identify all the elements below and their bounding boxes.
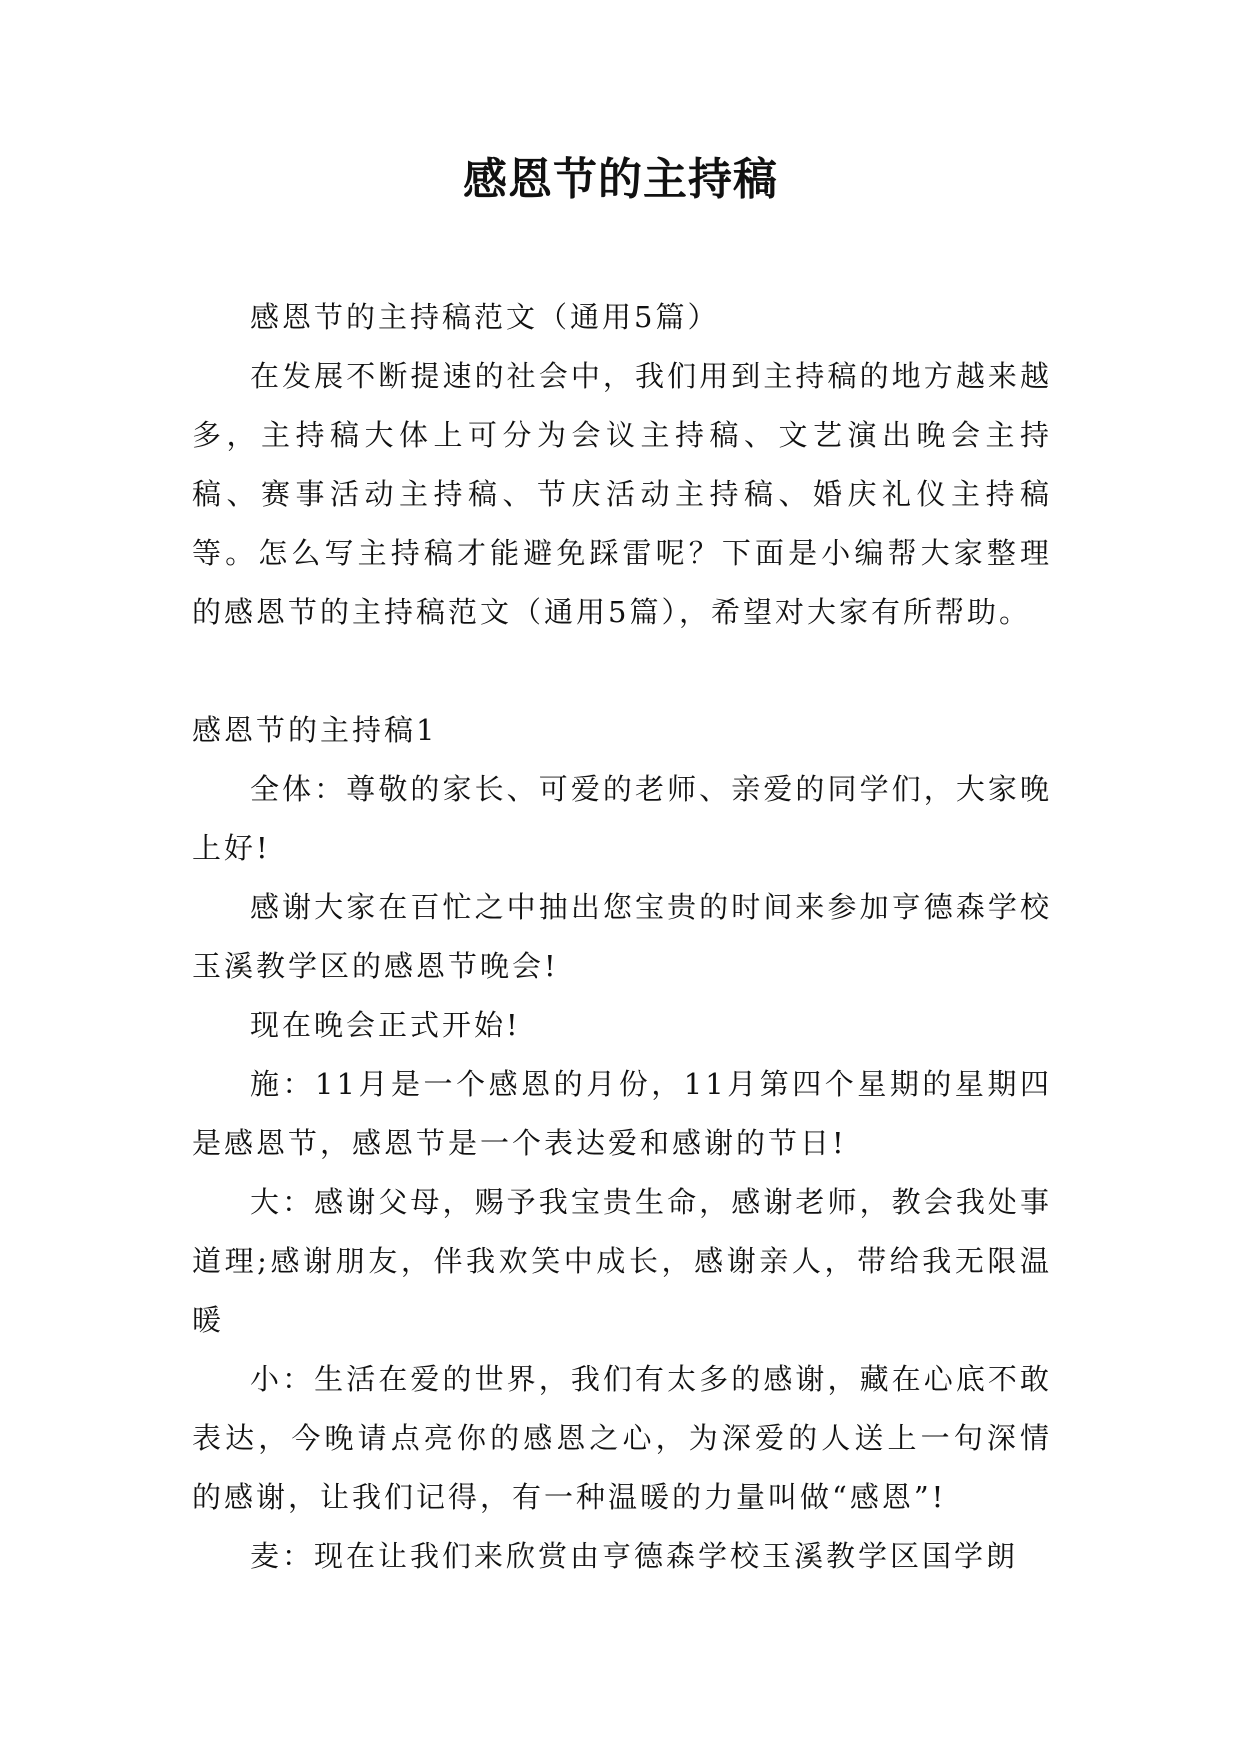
script-paragraph: 大：感谢父母，赐予我宝贵生命，感谢老师，教会我处事道理;感谢朋友，伴我欢笑中成长，感谢亲人，带给我无限温暖 — [192, 1185, 1052, 1337]
section-heading: 感恩节的主持稿1 — [192, 713, 438, 747]
intro-paragraph: 在发展不断提速的社会中，我们用到主持稿的地方越来越多，主持稿大体上可分为会议主持稿、文艺演出晚会主持稿、赛事活动主持稿、节庆活动主持稿、婚庆礼仪主持稿等。怎么写主持稿才能避免踩雷呢？下面是小编帮大家整理的感恩节的主持稿范文（通用5篇），希望对大家有所帮助。 — [192, 359, 1052, 629]
document-title: 感恩节的主持稿 — [463, 154, 778, 205]
paragraph-spacer — [192, 642, 1052, 701]
document-body — [192, 288, 1052, 1586]
script-paragraph: 全体：尊敬的家长、可爱的老师、亲爱的同学们，大家晚上好! — [192, 772, 1052, 865]
script-paragraph: 小：生活在爱的世界，我们有太多的感谢，藏在心底不敢表达，今晚请点亮你的感恩之心，为深爱的人送上一句深情的感谢，让我们记得，有一种温暖的力量叫做“感恩”! — [192, 1362, 1052, 1514]
script-paragraph: 麦：现在让我们来欣赏由亨德森学校玉溪教学区国学朗 — [250, 1539, 1019, 1573]
script-paragraph: 施：11月是一个感恩的月份，11月第四个星期的星期四是感恩节，感恩节是一个表达爱和感谢的节日! — [192, 1067, 1052, 1160]
script-paragraph: 感谢大家在百忙之中抽出您宝贵的时间来参加亨德森学校玉溪教学区的感恩节晚会! — [192, 890, 1052, 983]
script-paragraph: 现在晚会正式开始! — [250, 1008, 521, 1042]
document-subtitle: 感恩节的主持稿范文（通用5篇） — [250, 300, 720, 334]
